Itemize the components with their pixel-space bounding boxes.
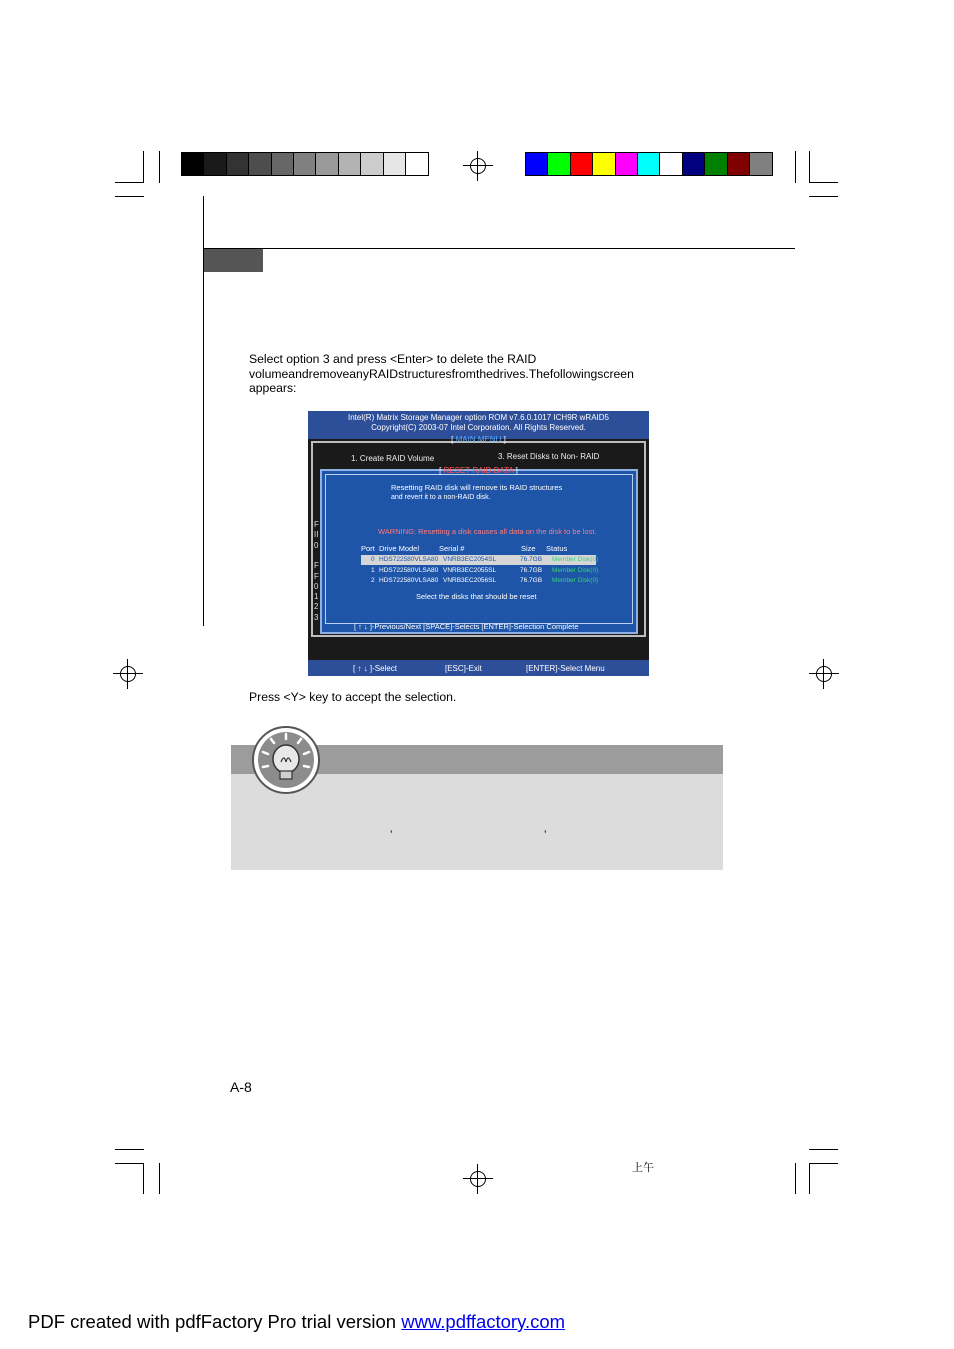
disk-status-cell[interactable]: Member Disk(0) — [552, 577, 599, 584]
disk-model-cell[interactable]: HDS722580VLSA80 — [379, 556, 439, 563]
crop-mark — [143, 151, 144, 183]
word: screen — [597, 366, 634, 381]
disk-port-cell[interactable]: 1 — [371, 566, 375, 574]
bios-title: Intel(R) Matrix Storage Manager option ROM v7.6.0.1017 ICH9R wRAID5 — [348, 413, 609, 422]
word: structures — [398, 366, 452, 381]
disk-serial-cell[interactable]: VNRB3EC2055SL — [443, 566, 497, 574]
registration-mark-icon — [113, 659, 143, 689]
main-menu-title: [ MAIN MENU ] — [451, 435, 506, 444]
word: any — [349, 366, 369, 381]
left-column-char: F — [314, 561, 319, 571]
grayscale-calibration-bar — [181, 152, 429, 176]
crop-mark — [809, 151, 810, 183]
color-swatch — [728, 153, 750, 175]
crop-mark — [115, 1149, 144, 1150]
disk-serial-cell[interactable]: VNRB3EC2054SL — [443, 556, 497, 563]
disk-serial-cell[interactable]: VNRB3EC2056SL — [443, 577, 497, 584]
word: and — [288, 366, 309, 381]
color-swatch — [638, 153, 660, 175]
disk-size-cell[interactable]: 76.7GB — [520, 566, 543, 574]
crop-mark — [159, 1163, 160, 1194]
color-swatch — [548, 153, 570, 175]
warning-text: WARNING: Resetting a disk causes all data on the disk to be lost. — [378, 527, 597, 536]
gray-swatch — [339, 153, 361, 175]
word: the — [475, 366, 493, 381]
registration-mark-icon — [463, 151, 493, 181]
dialog-help-keys: [ ↑ ↓ ]-Previous/Next [SPACE]-Selects [ENTER]-Selection Complete — [354, 622, 579, 631]
word: following — [549, 366, 598, 381]
gray-swatch — [294, 153, 316, 175]
color-swatch — [571, 153, 593, 175]
crop-mark — [809, 1163, 838, 1164]
left-column-char: F — [314, 520, 319, 529]
gray-swatch — [204, 153, 226, 175]
reset-raid-dialog-title: [ RESET RAID DATA ] — [439, 466, 518, 475]
word: volume — [249, 366, 289, 381]
column-header-status: Status — [546, 544, 568, 553]
color-swatch — [526, 153, 548, 175]
word: remove — [308, 366, 350, 381]
bios-copyright: Copyright(C) 2003-07 Intel Corporation. All Rights Reserved. — [371, 423, 586, 432]
left-column-char: 3 — [314, 612, 319, 622]
disk-status-cell[interactable]: Member Disk(0) — [552, 556, 599, 563]
instruction-paragraph: Press <Y> key to accept the selection. — [249, 690, 457, 704]
bios-footer — [308, 660, 649, 676]
crop-mark — [809, 1163, 810, 1194]
color-calibration-bar — [525, 152, 773, 176]
note-punctuation: ’ — [544, 829, 547, 841]
crop-mark — [795, 151, 796, 183]
disk-size-cell[interactable]: 76.7GB — [520, 556, 543, 563]
crop-mark — [809, 196, 838, 197]
color-swatch — [616, 153, 638, 175]
column-header-model: Drive Model — [379, 544, 420, 553]
pdffactory-link[interactable]: www.pdffactory.com — [401, 1311, 566, 1332]
gray-swatch — [361, 153, 383, 175]
column-header-port: Port — [361, 544, 375, 553]
color-swatch — [705, 153, 727, 175]
gray-swatch — [182, 153, 204, 175]
instruction-text — [249, 367, 723, 382]
note-punctuation: ’ — [390, 829, 393, 841]
crop-mark — [115, 182, 144, 183]
word: drives. — [492, 366, 529, 381]
menu-item-reset-disks[interactable]: 3. Reset Disks to Non- RAID — [498, 452, 600, 461]
crop-mark — [159, 151, 160, 183]
column-header-serial: Serial # — [439, 544, 465, 553]
registration-mark-icon — [809, 659, 839, 689]
registration-mark-icon — [463, 1164, 493, 1194]
instruction-text: Select option 3 — [249, 352, 330, 366]
gray-swatch — [272, 153, 294, 175]
color-swatch — [750, 153, 772, 175]
disk-status-cell[interactable]: Member Disk(0) — [552, 566, 599, 574]
gray-swatch — [384, 153, 406, 175]
page-number: A-8 — [230, 1079, 252, 1095]
dialog-description: and revert it to a non-RAID disk. — [391, 494, 491, 501]
gray-swatch — [316, 153, 338, 175]
instruction-text: appears: — [249, 381, 297, 395]
instruction-text: and press <Enter> to delete the RAID — [333, 352, 537, 366]
color-swatch — [593, 153, 615, 175]
crop-mark — [115, 1163, 144, 1164]
dialog-description: Resetting RAID disk will remove its RAID structures — [391, 483, 563, 492]
disk-port-cell[interactable]: 0 — [371, 556, 375, 563]
select-prompt: Select the disks that should be reset — [416, 592, 537, 601]
gray-swatch — [249, 153, 271, 175]
gray-swatch — [406, 153, 428, 175]
disk-model-cell[interactable]: HDS722580VLSA80 — [379, 566, 439, 574]
left-column-char: 0 — [314, 581, 319, 591]
watermark-text: PDF created with pdfFactory Pro trial version — [28, 1311, 402, 1332]
crop-mark — [143, 1163, 144, 1194]
raid-bios-screenshot — [308, 411, 649, 676]
footer-select-hint: [ ↑ ↓ ]-Select — [353, 664, 398, 673]
crop-mark — [809, 1149, 838, 1150]
footer-exit-hint: [ESC]-Exit — [445, 664, 482, 673]
color-swatch — [683, 153, 705, 175]
crop-mark — [115, 196, 144, 197]
disk-port-cell[interactable]: 2 — [371, 577, 375, 584]
left-column-char: F — [314, 571, 319, 581]
pdf-watermark-footer — [28, 1311, 565, 1333]
left-column-char: 0 — [314, 540, 319, 550]
left-column-char: 2 — [314, 602, 319, 612]
gray-swatch — [227, 153, 249, 175]
lightbulb-icon — [251, 725, 321, 795]
footer-enter-hint: [ENTER]-Select Menu — [526, 664, 605, 673]
crop-mark — [809, 182, 838, 183]
word: from — [451, 366, 476, 381]
left-column-char: II — [314, 530, 319, 540]
left-column-char: 1 — [314, 592, 319, 602]
crop-mark — [795, 1163, 796, 1194]
chapter-tab — [204, 249, 263, 272]
menu-item-create-raid[interactable]: 1. Create RAID Volume — [351, 454, 435, 463]
important-note-box — [231, 745, 723, 870]
column-header-size: Size — [521, 544, 536, 553]
word: The — [528, 366, 550, 381]
print-time-mark: 上午 — [632, 1161, 654, 1174]
disk-model-cell[interactable]: HDS722580VLSA80 — [379, 577, 439, 584]
page-header-rule — [203, 248, 795, 249]
instruction-paragraph — [249, 352, 723, 396]
word: RAID — [368, 366, 399, 381]
disk-size-cell[interactable]: 76.7GB — [520, 577, 543, 584]
color-swatch — [660, 153, 682, 175]
